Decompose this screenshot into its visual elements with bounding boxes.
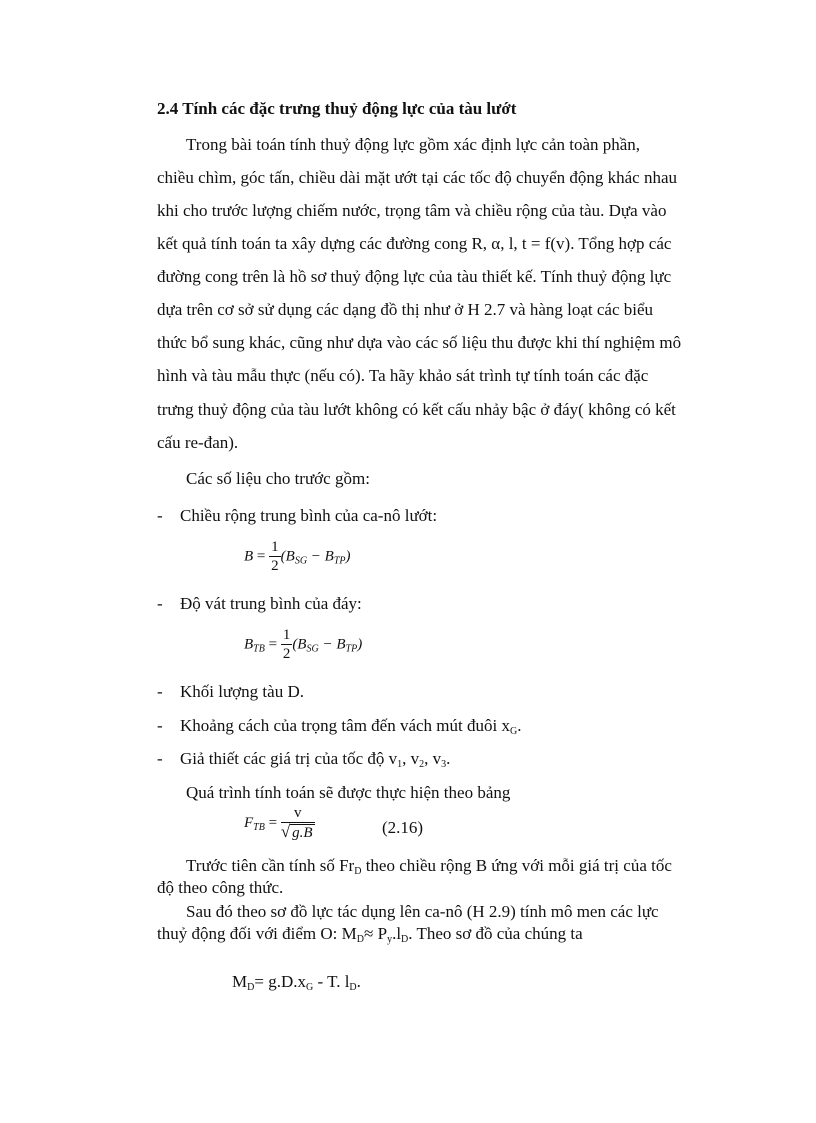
subscript: TP [333,555,346,567]
formula-mean-deadrise [244,628,362,662]
formula-term: ) [345,548,351,565]
intro-line: Trong bài toán tính thuỷ động lực gồm xác định lực cản toàn phần, [186,135,641,154]
bullet-text: Khối lượng tàu D. [180,682,304,701]
fraction-one-half [281,628,293,662]
fraction-numerator: 1 [282,627,291,643]
bullet-dash: - [157,682,163,701]
subscript: D [349,982,357,993]
paragraph-then-line1: Sau đó theo sơ đồ lực tác dụng lên ca-nô (H 2.9) tính mô men các lực [186,902,659,921]
intro-line: thức bổ sung khác, cũng như dựa vào các số liệu thu được khi thí nghiệm mô [157,333,682,352]
paragraph-text: theo chiều rộng B ứng với mỗi giá trị của tốc [361,856,672,875]
formula-term: − B [318,636,346,653]
fraction-one-half [269,540,281,574]
bullet-dash: - [157,716,163,735]
subscript: 1 [397,759,403,770]
bullet-item-mass [157,682,304,702]
formula-term: − B [307,548,334,565]
fraction-denominator: 2 [282,646,291,662]
formula-term: . [356,972,361,991]
bullet-text: Giả thiết các giá trị của tốc độ v [180,749,398,768]
intro-line: hình và tàu mẫu thực (nếu có). Ta hãy khảo sát trình tự tính toán các đặc [157,366,649,385]
bullet-text: Khoảng cách của trọng tâm đến vách mút đuôi x [180,716,510,735]
radicand: g.B [292,825,313,841]
bullet-text: Độ vát trung bình của đáy: [180,594,362,613]
bullet-dash: - [157,506,163,525]
fraction-denominator [281,823,315,841]
intro-line: cấu re-đan). [157,433,239,452]
paragraph-text: . Theo sơ đồ của chúng ta [408,924,583,943]
bullet-item-width [157,506,437,526]
paragraph-text: .l [392,924,402,943]
intro-line: khi cho trước lượng chiếm nước, trọng tâm và chiều rộng của tàu. Dựa vào [157,201,667,220]
subscript: SG [294,555,308,567]
fraction-denominator: 2 [271,558,279,574]
bullet-dash: - [157,594,163,613]
bullet-item-deadrise [157,594,362,614]
subscript: G [509,726,518,737]
formula-equals: = [268,814,278,831]
paragraph-text: thuỷ động đối với điểm O: M [157,924,357,943]
subscript: 2 [419,759,425,770]
bullet-item-center-of-gravity [157,716,521,737]
subscript: TB [253,643,265,655]
fraction-froude [281,806,315,841]
subscript: D [354,866,362,877]
bullet-text: . [446,749,451,768]
equation-number: (2.16) [382,818,424,837]
subscript: D [356,934,365,945]
formula-term: (B [292,636,307,653]
formula-term: = g.D.x [254,972,306,991]
intro-line: kết quả tính toán ta xây dựng các đường cong R, α, l, t = f(v). Tổng hợp các [157,234,672,253]
intro-line: trưng thuỷ động của tàu lướt không có kết cấu nhảy bậc ở đáy( không có kết [157,400,676,419]
bullet-text: , v [424,749,442,768]
subscript: D [401,934,409,945]
intro-line: chiều chìm, góc tấn, chiều dài mặt ướt tại các tốc độ chuyển động khác nhau [157,168,677,187]
given-data-label: Các số liệu cho trước gồm: [186,469,370,488]
square-root-icon: √ [280,822,291,841]
formula-mean-width [244,540,351,574]
bullet-dash: - [157,749,163,768]
subscript: TP [345,643,358,655]
subscript: y [387,934,393,945]
section-heading: 2.4 Tính các đặc trưng thuỷ động lực của tàu lướt [157,99,517,118]
formula-term: - T. l [313,972,350,991]
fraction-numerator: v [281,806,315,823]
formula-lhs: B [244,636,254,653]
bullet-text: , v [402,749,420,768]
subscript: SG [306,643,319,655]
paragraph-then-line2 [157,924,583,945]
formula-froude [244,806,315,841]
subscript: TB [253,821,265,833]
process-line: Quá trình tính toán sẽ được thực hiện theo bảng [186,783,511,802]
subscript: D [247,982,255,993]
formula-equals: = [268,636,278,653]
formula-equals: = [256,548,266,565]
bullet-text: Chiều rộng trung bình của ca-nô lướt: [180,506,438,525]
fraction-numerator: 1 [271,539,279,555]
intro-line: đường cong trên là hồ sơ thuỷ động lực của tàu thiết kế. Tính thuỷ động lực [157,267,672,286]
paragraph-first-step-line2: độ theo công thức. [157,878,284,897]
bullet-item-speeds [157,749,450,770]
paragraph-text: Trước tiên cần tính số Fr [186,856,355,875]
formula-moment [232,972,361,993]
intro-line: dựa trên cơ sở sử dụng các dạng đồ thị như ở H 2.7 và hàng loạt các biểu [157,300,654,319]
formula-term: M [232,972,248,991]
paragraph-text: ≈ P [364,924,388,943]
formula-term: ) [357,636,363,653]
subscript: G [305,982,314,993]
formula-lhs: F [244,814,254,831]
formula-lhs: B [244,548,254,565]
paragraph-first-step [186,856,672,877]
bullet-text: . [517,716,522,735]
formula-term: (B [280,548,295,565]
subscript: 3 [441,759,447,770]
